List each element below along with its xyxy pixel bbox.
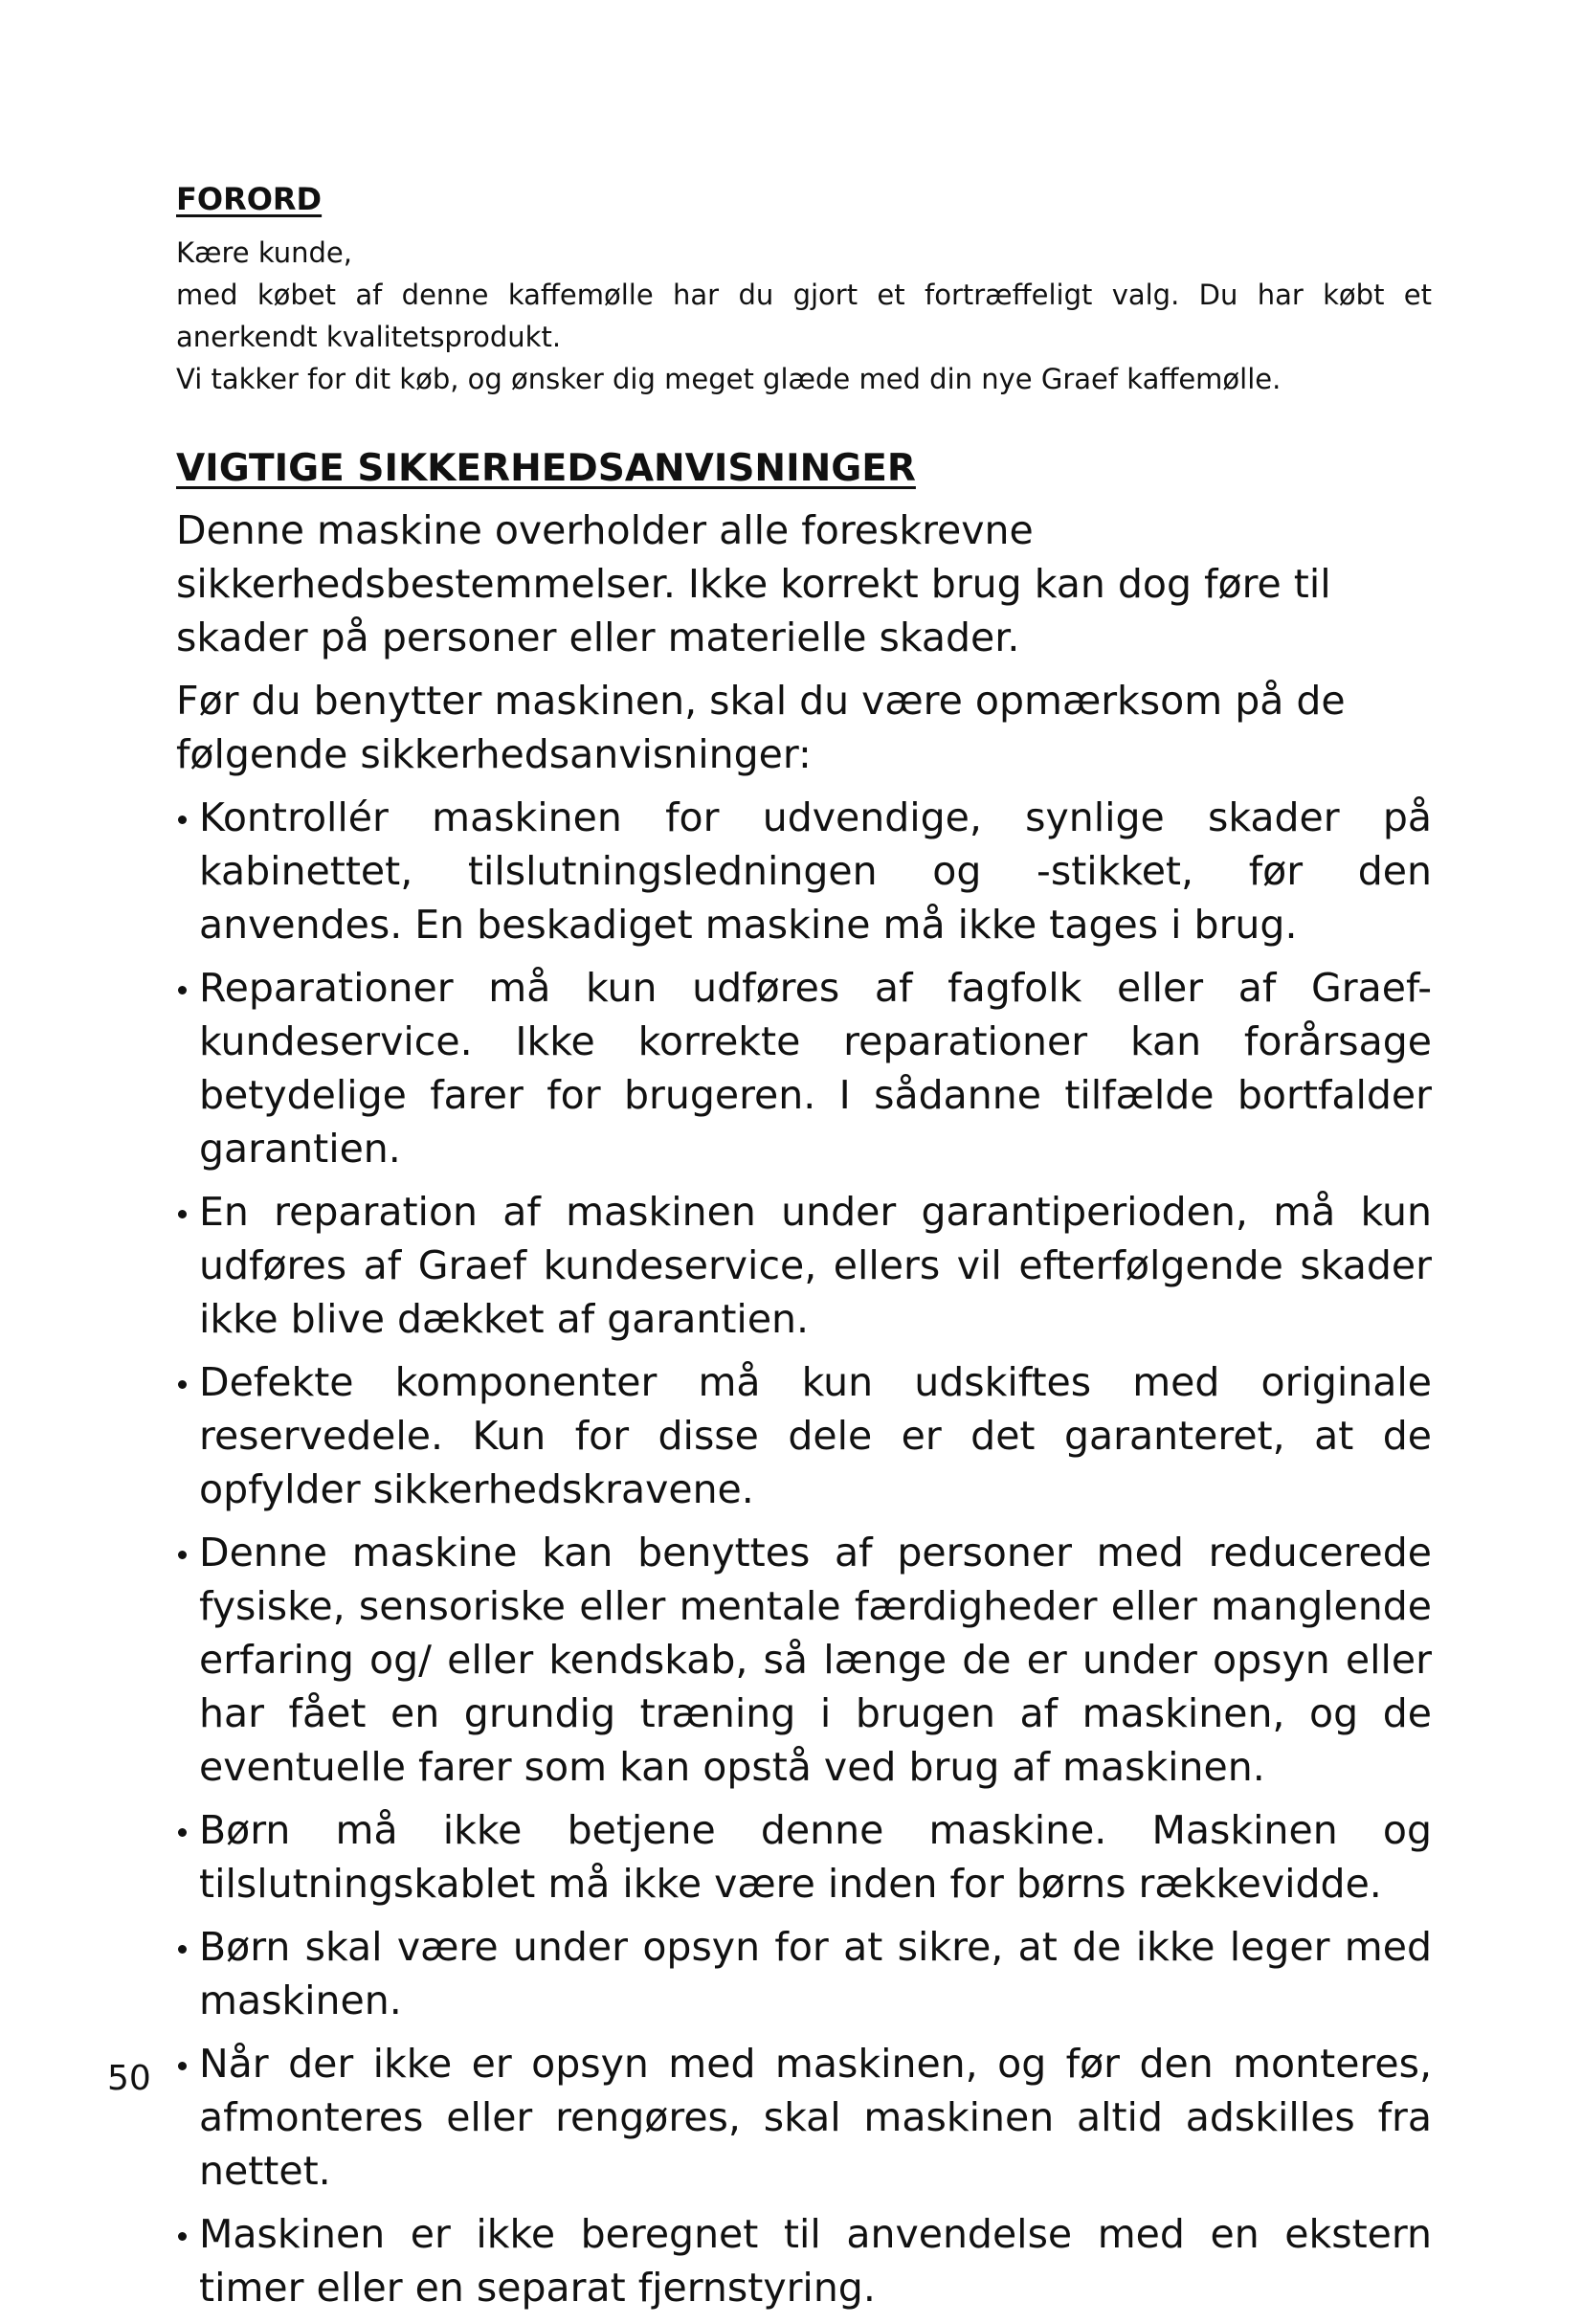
safety-intro-paragraph: Denne maskine overholder alle foreskrevne sikkerhedsbestemmelser. Ikke korrekt brug kan dog føre til skader på personer eller materielle skader. [176,507,1331,660]
bullet-icon [178,2232,187,2241]
bullet-icon [178,816,187,824]
safety-item-text: Reparationer må kun udføres af fagfolk eller af Graef-kundeservice. Ikke korrekte reparationer kan forårsage betydelige farer for brugeren. I sådanne tilfælde bortfalder garantien. [199,965,1432,1172]
safety-heading: VIGTIGE SIKKERHEDSANVISNINGER [176,447,916,490]
safety-section [176,444,1432,2314]
safety-item-text: Maskinen er ikke beregnet til anvendelse med en ekstern timer eller en separat fjernstyring. [199,2211,1432,2311]
forord-greeting: Kære kunde, [176,236,352,269]
forord-section [176,180,1432,400]
forord-paragraph: med købet af denne kaffemølle har du gjort et fortræffeligt valg. Du har købt et anerkendt kvalitetsprodukt. [176,279,1432,353]
safety-item-text: Denne maskine kan benyttes af personer med reducerede fysiske, sensoriske eller mentale færdigheder eller manglende erfaring og/ eller kendskab, så længe de er under opsyn eller har fået en grundig træning i brugen af maskinen, og de eventuelle farer som kan opstå ved brug af maskinen. [199,1530,1432,1790]
safety-list-item [176,2037,1432,2198]
bullet-icon [178,1210,187,1218]
safety-list [176,791,1432,2314]
safety-list-item [176,791,1432,951]
safety-item-text: Defekte komponenter må kun udskiftes med originale reservedele. Kun for disse dele er det garanteret, at de opfylder sikkerhedskravene. [199,1359,1432,1512]
bullet-icon [178,986,187,994]
safety-item-text: Børn må ikke betjene denne maskine. Maskinen og tilslutningskablet må ikke være inden for børns rækkevidde. [199,1807,1432,1907]
forord-heading: FORORD [176,181,323,217]
safety-item-text: Børn skal være under opsyn for at sikre, at de ikke leger med maskinen. [199,1924,1432,2023]
page-content [176,180,1432,2324]
safety-list-item [176,1185,1432,1346]
safety-item-text: Kontrollér maskinen for udvendige, synlige skader på kabinettet, tilslutningsledningen og -stikket, før den anvendes. En beskadiget maskine må ikke tages i brug. [199,794,1432,948]
safety-item-text: En reparation af maskinen under garantiperioden, må kun udføres af Graef kundeservice, ellers vil efterfølgende skader ikke blive dækket af garantien. [199,1189,1432,1342]
safety-list-item [176,1355,1432,1516]
safety-item-text: Når der ikke er opsyn med maskinen, og før den monteres, afmonteres eller rengøres, skal maskinen altid adskilles fra nettet. [199,2041,1432,2194]
safety-intro-paragraph: Før du benytter maskinen, skal du være opmærksom på de følgende sikkerhedsanvisninger: [176,678,1346,777]
bullet-icon [178,1551,187,1559]
safety-list-item [176,2207,1432,2314]
safety-list-item [176,1526,1432,1794]
bullet-icon [178,1828,187,1837]
safety-list-item [176,1920,1432,2027]
page-number: 50 [107,2059,151,2098]
bullet-icon [178,1380,187,1389]
safety-list-item [176,1803,1432,1911]
bullet-icon [178,2062,187,2070]
forord-text [176,232,1432,400]
safety-intro [176,503,1432,781]
bullet-icon [178,1945,187,1954]
safety-list-item [176,961,1432,1175]
forord-paragraph: Vi takker for dit køb, og ønsker dig meget glæde med din nye Graef kaffemølle. [176,363,1282,395]
